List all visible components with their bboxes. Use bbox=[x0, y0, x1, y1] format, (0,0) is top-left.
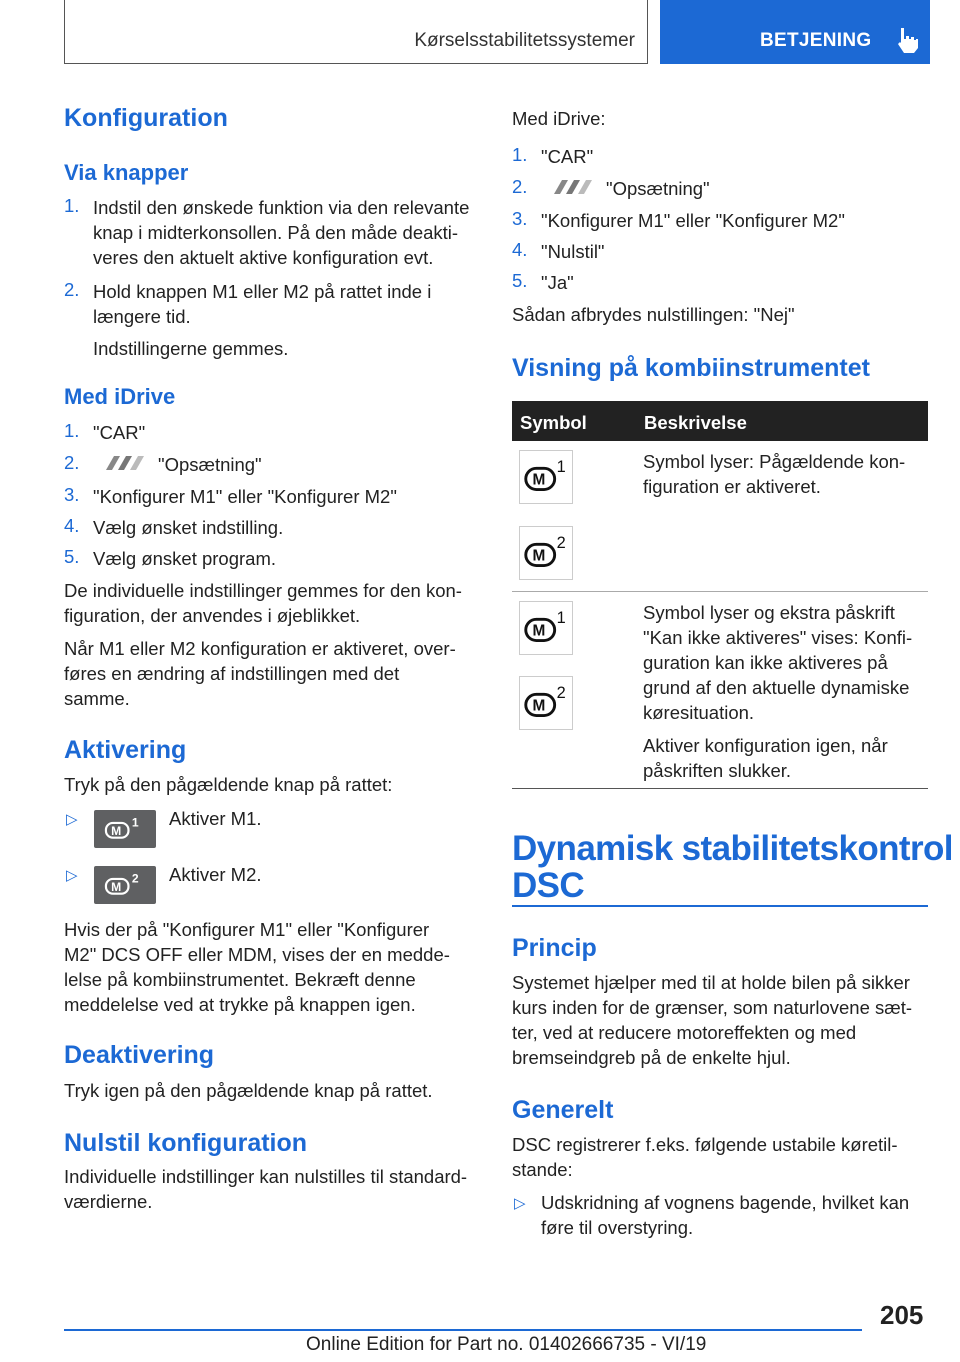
m1-symbol-icon bbox=[519, 601, 573, 655]
column-header-symbol: Symbol bbox=[520, 412, 587, 433]
text-line: ter, ved at reducere motoreffekten og med bbox=[512, 1022, 857, 1043]
section-title: Kørselsstabilitetssystemer bbox=[414, 30, 635, 51]
text-line: "Kan ikke aktiveres" vises: Konfi- bbox=[643, 627, 913, 648]
paragraph bbox=[64, 917, 450, 1017]
text-line: Hvis der på "Konfigurer M1" eller "Konfigurer bbox=[64, 919, 430, 940]
step-number: 1. bbox=[512, 144, 528, 165]
heading-konfiguration: Konfiguration bbox=[64, 104, 228, 132]
text-line: Hold knappen M1 eller M2 på rattet inde i bbox=[93, 281, 432, 302]
text-line: føre til overstyring. bbox=[541, 1217, 694, 1238]
text-line: Indstil den ønskede funktion via den relevante bbox=[93, 197, 470, 218]
heading-via-knapper: Via knapper bbox=[64, 160, 189, 185]
text-line: stande: bbox=[512, 1159, 573, 1180]
heading-dsc bbox=[512, 830, 953, 904]
step-number: 4. bbox=[64, 515, 80, 536]
text-line: føres en ændring af indstillingen med det bbox=[64, 663, 400, 684]
footer-rule bbox=[64, 1329, 862, 1331]
step-text: "CAR" bbox=[93, 422, 146, 443]
step-text: "Nulstil" bbox=[541, 241, 605, 262]
aktiver-m2-label: Aktiver M2. bbox=[169, 864, 262, 885]
svg-text:M: M bbox=[532, 697, 546, 715]
m2-symbol-icon bbox=[519, 526, 573, 580]
svg-text:M: M bbox=[111, 880, 122, 895]
m1-button-icon bbox=[94, 810, 156, 848]
heading-deaktivering: Deaktivering bbox=[64, 1041, 215, 1069]
column-header-beskrivelse: Beskrivelse bbox=[644, 412, 747, 433]
idrive-intro: Med iDrive: bbox=[512, 108, 606, 129]
idrive-settings-icon bbox=[100, 455, 148, 471]
svg-text:2: 2 bbox=[131, 872, 139, 886]
svg-text:1: 1 bbox=[556, 458, 566, 477]
step-text: "CAR" bbox=[541, 146, 594, 167]
heading-aktivering: Aktivering bbox=[64, 736, 187, 764]
heading-generelt: Generelt bbox=[512, 1096, 614, 1124]
step-number: 2. bbox=[64, 279, 80, 300]
text-line: værdierne. bbox=[64, 1191, 153, 1212]
heading-princip: Princip bbox=[512, 934, 597, 962]
step-number: 3. bbox=[64, 484, 80, 505]
heading-med-idrive: Med iDrive bbox=[64, 384, 176, 409]
header-section-box bbox=[64, 0, 648, 64]
table-bottom-rule bbox=[512, 788, 928, 789]
hand-pointer-icon bbox=[894, 26, 920, 54]
text-line: Aktiver konfiguration igen, når bbox=[643, 735, 888, 756]
step-text bbox=[93, 195, 469, 270]
cancel-text: Sådan afbrydes nulstillingen: "Nej" bbox=[512, 304, 795, 325]
text-line: kurs inden for de grænser, som naturlovene sæt- bbox=[512, 997, 912, 1018]
table-divider bbox=[512, 591, 928, 592]
paragraph bbox=[64, 1164, 467, 1214]
step-number: 5. bbox=[64, 546, 80, 567]
footer-edition: Online Edition for Part no. 01402666735 - VI/19 bbox=[306, 1334, 707, 1355]
text-line: meddelelse ved at trykke på knappen igen. bbox=[64, 994, 416, 1015]
text-line: Individuelle indstillinger kan nulstilles til standard- bbox=[64, 1166, 468, 1187]
step-number: 4. bbox=[512, 239, 528, 260]
heading-visning: Visning på kombiinstrumentet bbox=[512, 354, 870, 382]
bullet-triangle-icon: ▷ bbox=[514, 1195, 526, 1212]
text-line: M2" DCS OFF eller MDM, vises der en medde- bbox=[64, 944, 450, 965]
svg-text:M: M bbox=[532, 471, 546, 489]
paragraph bbox=[512, 970, 912, 1070]
text-line: påskriften slukker. bbox=[643, 760, 792, 781]
table-cell-description bbox=[643, 449, 905, 499]
step-number: 2. bbox=[64, 452, 80, 473]
svg-text:2: 2 bbox=[556, 684, 566, 703]
deaktivering-text: Tryk igen på den pågældende knap på rattet. bbox=[64, 1080, 433, 1101]
header-chapter-box bbox=[660, 0, 930, 64]
text-line: figuration, der anvendes i øjeblikket. bbox=[64, 605, 361, 626]
text-line: bremseindgreb på de enkelte hjul. bbox=[512, 1047, 791, 1068]
bullet-text bbox=[541, 1190, 909, 1240]
text-line: guration kan ikke aktiveres på bbox=[643, 652, 888, 673]
page-number: 205 bbox=[880, 1300, 924, 1330]
heading-rule bbox=[512, 905, 928, 907]
text-line: lelse på kombiinstrumentet. Bekræft denne bbox=[64, 969, 416, 990]
svg-text:M: M bbox=[532, 622, 546, 640]
m2-symbol-icon bbox=[519, 676, 573, 730]
svg-text:1: 1 bbox=[131, 816, 139, 830]
table-header bbox=[512, 401, 928, 441]
aktiver-m1-label: Aktiver M1. bbox=[169, 808, 262, 829]
m1-symbol-icon bbox=[519, 450, 573, 504]
text-line: Symbol lyser og ekstra påskrift bbox=[643, 602, 895, 623]
table-cell-description bbox=[643, 600, 912, 725]
step-text: "Opsætning" bbox=[158, 454, 262, 475]
paragraph bbox=[64, 578, 462, 628]
svg-text:1: 1 bbox=[556, 609, 566, 628]
step-number: 3. bbox=[512, 208, 528, 229]
via-note: Indstillingerne gemmes. bbox=[93, 338, 289, 359]
text-line: DSC bbox=[512, 866, 585, 905]
bullet-triangle-icon: ▷ bbox=[66, 811, 78, 828]
chapter-title: BETJENING bbox=[760, 30, 872, 51]
text-line: længere tid. bbox=[93, 306, 191, 327]
text-line: Symbol lyser: Pågældende kon- bbox=[643, 451, 906, 472]
text-line: DSC registrerer f.eks. følgende ustabile køretil- bbox=[512, 1134, 898, 1155]
svg-text:M: M bbox=[532, 547, 546, 565]
text-line: Systemet hjælper med til at holde bilen på sikker bbox=[512, 972, 910, 993]
step-text: "Opsætning" bbox=[606, 178, 710, 199]
table-cell-description bbox=[643, 733, 888, 783]
text-line: grund af den aktuelle dynamiske bbox=[643, 677, 910, 698]
bullet-triangle-icon: ▷ bbox=[66, 867, 78, 884]
step-text: Vælg ønsket indstilling. bbox=[93, 517, 284, 538]
step-number: 2. bbox=[512, 176, 528, 197]
step-text: "Ja" bbox=[541, 272, 574, 293]
text-line: Udskridning af vognens bagende, hvilket kan bbox=[541, 1192, 910, 1213]
text-line: Dynamisk stabilitetskontrol bbox=[512, 829, 953, 868]
paragraph bbox=[512, 1132, 898, 1182]
text-line: De individuelle indstillinger gemmes for den kon- bbox=[64, 580, 462, 601]
text-line: køresituation. bbox=[643, 702, 755, 723]
step-text bbox=[93, 279, 431, 329]
aktivering-intro: Tryk på den pågældende knap på rattet: bbox=[64, 774, 393, 795]
step-number: 1. bbox=[64, 195, 80, 216]
step-text: "Konfigurer M1" eller "Konfigurer M2" bbox=[93, 486, 397, 507]
heading-nulstil: Nulstil konfiguration bbox=[64, 1129, 308, 1157]
text-line: veres den aktuelt aktive konfiguration evt. bbox=[93, 247, 434, 268]
paragraph bbox=[64, 636, 456, 711]
text-line: Når M1 eller M2 konfiguration er aktiveret, over- bbox=[64, 638, 456, 659]
svg-text:2: 2 bbox=[556, 534, 566, 553]
svg-text:M: M bbox=[111, 824, 122, 839]
text-line: figuration er aktiveret. bbox=[643, 476, 821, 497]
idrive-settings-icon bbox=[548, 179, 596, 195]
text-line: knap i midterkonsollen. På den måde deakti- bbox=[93, 222, 459, 243]
step-number: 5. bbox=[512, 270, 528, 291]
step-text: "Konfigurer M1" eller "Konfigurer M2" bbox=[541, 210, 845, 231]
step-text: Vælg ønsket program. bbox=[93, 548, 277, 569]
text-line: samme. bbox=[64, 688, 130, 709]
step-number: 1. bbox=[64, 420, 80, 441]
m2-button-icon bbox=[94, 866, 156, 904]
